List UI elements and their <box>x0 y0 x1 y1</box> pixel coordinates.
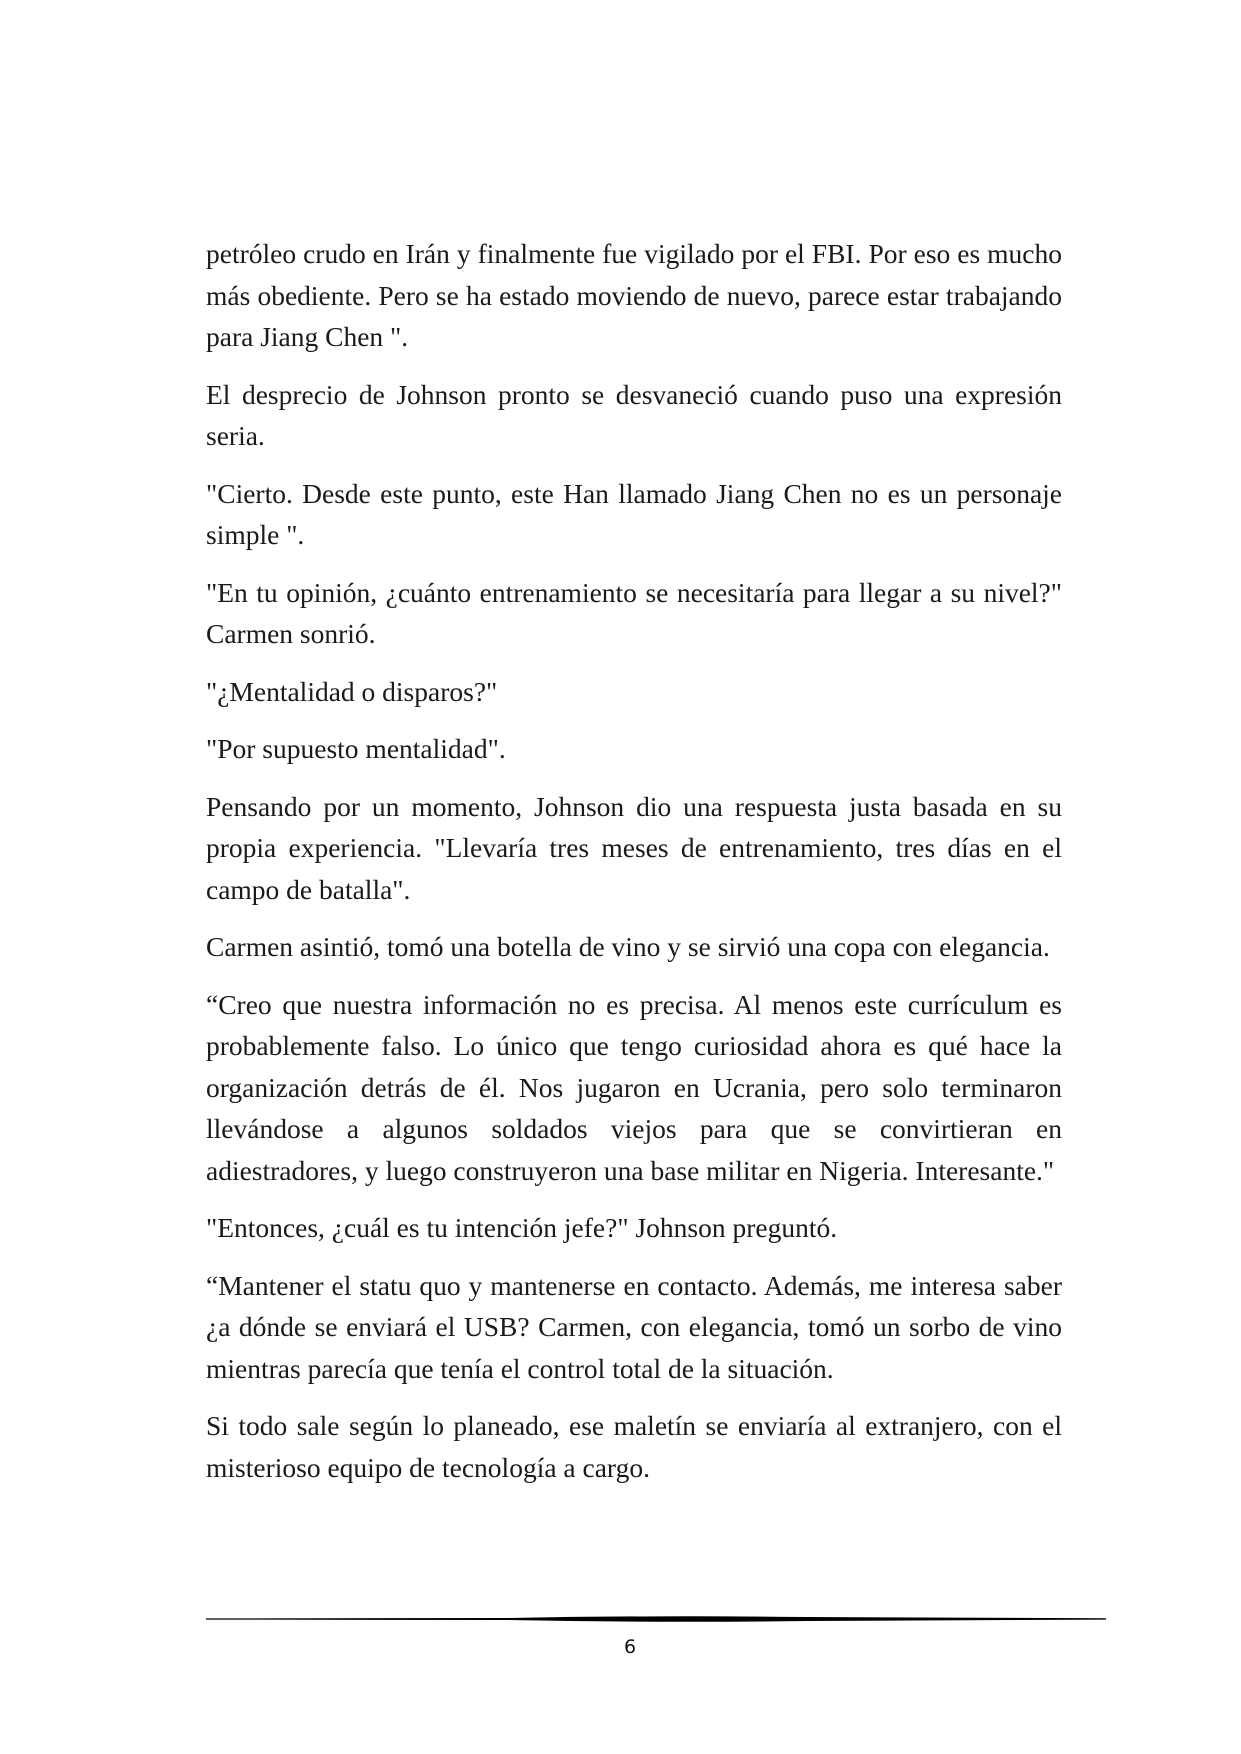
paragraph-6: "Por supuesto mentalidad". <box>206 733 506 764</box>
paragraph-11: “Mantener el statu quo y mantenerse en contacto. Además, me interesa saber ¿a dónde se enviará el USB? Carmen, con elegancia, tomó un sorbo de vino mientras parecía que tenía el control total de la situación. <box>206 1269 1062 1384</box>
paragraph-1: petróleo crudo en Irán y finalmente fue vigilado por el FBI. Por eso es mucho más obediente. Pero se ha estado moviendo de nuevo, parece estar trabajando para Jiang Chen ". <box>206 238 1062 352</box>
footer-divider <box>206 1612 1106 1626</box>
paragraph-8: Carmen asintió, tomó una botella de vino y se sirvió una copa con elegancia. <box>206 931 1050 962</box>
body-text <box>206 233 1062 1504</box>
paragraph-12: Si todo sale según lo planeado, ese maletín se enviaría al extranjero, con el misterioso equipo de tecnología a cargo. <box>206 1410 1062 1483</box>
paragraph-5: "¿Mentalidad o disparos?" <box>206 675 498 707</box>
paragraph-9: “Creo que nuestra información no es precisa. Al menos este currículum es probablemente falso. Lo único que tengo curiosidad ahora es qué hace la organización detrás de él. Nos jugaron en Ucrania, pero solo terminaron llevándose a algunos soldados viejos para que se convirtieran en adiestradores, y luego construyeron una base militar en Nigeria. Interesante." <box>206 988 1062 1186</box>
paragraph-3: "Cierto. Desde este punto, este Han llamado Jiang Chen no es un personaje simple ". <box>206 477 1062 550</box>
paragraph-7: Pensando por un momento, Johnson dio una respuesta justa basada en su propia experiencia. "Llevaría tres meses de entrenamiento, tres días en el campo de batalla". <box>206 790 1062 905</box>
paragraph-4: "En tu opinión, ¿cuánto entrenamiento se necesitaría para llegar a su nivel?" Carmen sonrió. <box>206 576 1062 649</box>
paragraph-2: El desprecio de Johnson pronto se desvaneció cuando puso una expresión seria. <box>206 378 1062 451</box>
page-number: 6 <box>623 1636 637 1658</box>
paragraph-10: "Entonces, ¿cuál es tu intención jefe?" Johnson preguntó. <box>206 1212 838 1243</box>
